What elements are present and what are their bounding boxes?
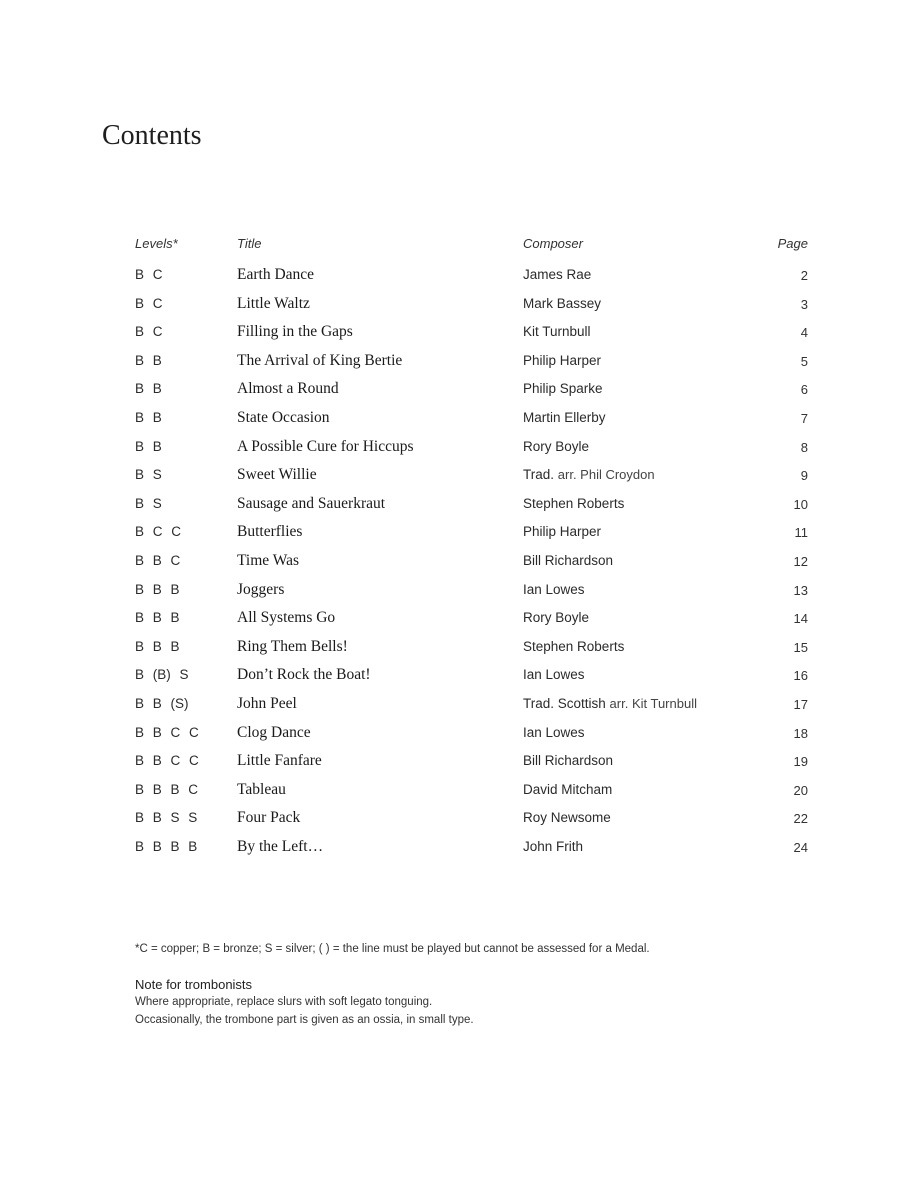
title-cell: Don’t Rock the Boat! <box>237 666 371 684</box>
levels-cell: B B B B <box>135 839 198 854</box>
page-number-cell: 8 <box>800 439 808 455</box>
levels-cell: B B <box>135 352 162 368</box>
table-row <box>0 752 898 780</box>
title-cell: John Peel <box>237 695 297 712</box>
table-row <box>0 638 898 666</box>
composer-cell <box>523 296 601 311</box>
page-number-cell: 16 <box>793 668 808 684</box>
composer-cell <box>523 353 601 368</box>
composer-name: Bill Richardson <box>523 553 614 568</box>
composer-cell <box>523 810 611 825</box>
table-row <box>0 666 898 694</box>
table-row <box>0 781 898 809</box>
title-cell: Joggers <box>237 580 285 598</box>
composer-name: James Rae <box>523 267 592 282</box>
composer-name: David Mitcham <box>523 781 613 797</box>
composer-name: John Frith <box>523 839 584 854</box>
note-line: Where appropriate, replace slurs with soft legato tonguing. <box>135 996 433 1008</box>
composer-cell <box>523 639 624 654</box>
levels-cell: B B (S) <box>135 696 189 711</box>
levels-cell: B S <box>135 495 162 511</box>
page-number-cell: 3 <box>800 296 808 312</box>
table-row <box>0 438 898 466</box>
column-header-composer: Composer <box>523 236 583 251</box>
title-cell: Little Waltz <box>237 294 310 312</box>
levels-cell: B B S S <box>135 810 198 826</box>
composer-cell <box>523 410 606 425</box>
composer-name: Ian Lowes <box>523 724 585 740</box>
levels-cell: B (B) S <box>135 667 189 683</box>
title-cell: Tableau <box>237 780 286 798</box>
page-number-cell: 18 <box>793 725 808 741</box>
composer-cell <box>523 381 603 396</box>
table-row <box>0 523 898 551</box>
arranger-name: arr. Kit Turnbull <box>609 696 697 711</box>
composer-name: Philip Harper <box>523 352 602 368</box>
levels-cell: B B <box>135 410 162 425</box>
levels-cell: B B C C <box>135 724 199 740</box>
title-cell: Butterflies <box>237 523 303 541</box>
page-number-cell: 7 <box>800 411 808 426</box>
levels-cell: B B C <box>135 553 181 568</box>
composer-cell <box>523 610 589 625</box>
composer-cell <box>523 725 585 740</box>
title-cell: A Possible Cure for Hiccups <box>237 437 414 455</box>
table-row <box>0 352 898 380</box>
page-number-cell: 10 <box>793 496 808 512</box>
levels-cell: B S <box>135 467 162 483</box>
page-number-cell: 6 <box>800 382 808 398</box>
page-number-cell: 12 <box>793 554 808 569</box>
composer-cell <box>523 582 585 597</box>
table-row <box>0 695 898 723</box>
table-row <box>0 552 898 580</box>
table-row <box>0 380 898 408</box>
page-number-cell: 17 <box>793 697 808 712</box>
page-number-cell: 22 <box>793 811 808 827</box>
composer-name: Philip Sparke <box>523 381 603 397</box>
table-row <box>0 323 898 351</box>
column-header-title: Title <box>237 236 262 251</box>
composer-cell <box>523 267 591 282</box>
page-number-cell: 13 <box>793 582 808 598</box>
levels-footnote: *C = copper; B = bronze; S = silver; ( ) = the line must be played but cannot be assessed for a Medal. <box>135 943 650 955</box>
composer-cell <box>523 553 613 568</box>
composer-name: Kit Turnbull <box>523 324 591 340</box>
levels-cell: B B B <box>135 581 180 597</box>
title-cell: State Occasion <box>237 409 330 426</box>
composer-name: Rory Boyle <box>523 610 590 626</box>
levels-cell: B B <box>135 438 162 454</box>
composer-name: Rory Boyle <box>523 438 590 454</box>
title-cell: Filling in the Gaps <box>237 323 353 341</box>
title-cell: Four Pack <box>237 809 301 827</box>
levels-cell: B C <box>135 267 163 282</box>
composer-cell <box>523 839 583 854</box>
title-cell: Sausage and Sauerkraut <box>237 494 386 512</box>
title-cell: Earth Dance <box>237 266 315 283</box>
table-row <box>0 295 898 323</box>
composer-cell <box>523 324 591 339</box>
composer-name: Stephen Roberts <box>523 638 625 654</box>
levels-cell: B C <box>135 324 163 340</box>
levels-cell: B C C <box>135 524 182 540</box>
note-line: Occasionally, the trombone part is given as an ossia, in small type. <box>135 1014 474 1026</box>
table-header-row <box>0 236 898 264</box>
levels-cell: B B B C <box>135 781 199 797</box>
composer-name: Ian Lowes <box>523 581 585 597</box>
composer-cell <box>523 667 585 682</box>
page-number-cell: 20 <box>793 782 808 798</box>
page-title: Contents <box>102 120 202 151</box>
composer-name: Martin Ellerby <box>523 410 606 425</box>
arranger-name: arr. Phil Croydon <box>557 467 655 483</box>
levels-cell: B C <box>135 295 163 311</box>
page-number-cell: 5 <box>800 353 808 369</box>
levels-cell: B B B <box>135 638 180 654</box>
table-row <box>0 266 898 294</box>
composer-name: Bill Richardson <box>523 753 614 769</box>
title-cell: Almost a Round <box>237 380 339 398</box>
table-row <box>0 809 898 837</box>
composer-name: Roy Newsome <box>523 810 611 826</box>
title-cell: Ring Them Bells! <box>237 637 348 655</box>
page-number-cell: 11 <box>794 525 808 541</box>
composer-name: Ian Lowes <box>523 667 585 683</box>
composer-cell <box>523 524 601 539</box>
table-row <box>0 581 898 609</box>
column-header-page: Page <box>777 236 808 251</box>
title-cell: The Arrival of King Bertie <box>237 351 403 369</box>
composer-cell <box>523 782 612 797</box>
title-cell: Clog Dance <box>237 723 311 741</box>
table-row <box>0 609 898 637</box>
composer-cell <box>523 467 655 482</box>
levels-cell: B B B <box>135 610 180 626</box>
table-row <box>0 409 898 437</box>
note-title: Note for trombonists <box>135 977 253 992</box>
title-cell: By the Left… <box>237 838 324 855</box>
page-number-cell: 14 <box>793 611 808 627</box>
page-number-cell: 4 <box>800 325 808 341</box>
composer-cell <box>523 439 589 454</box>
table-row <box>0 724 898 752</box>
title-cell: All Systems Go <box>237 609 336 627</box>
page-number-cell: 24 <box>793 840 808 855</box>
composer-name: Stephen Roberts <box>523 495 625 511</box>
composer-name: Mark Bassey <box>523 295 602 311</box>
levels-cell: B B <box>135 381 162 397</box>
table-row <box>0 838 898 866</box>
composer-cell <box>523 753 613 768</box>
table-row <box>0 495 898 523</box>
composer-name: Trad. Scottish <box>523 696 606 711</box>
composer-name: Philip Harper <box>523 524 602 540</box>
title-cell: Little Fanfare <box>237 752 322 770</box>
levels-cell: B B C C <box>135 753 199 769</box>
table-row <box>0 466 898 494</box>
page-number-cell: 19 <box>793 754 808 770</box>
composer-cell <box>523 696 697 711</box>
page-number-cell: 15 <box>793 639 808 655</box>
title-cell: Time Was <box>237 552 300 569</box>
page-number-cell: 9 <box>800 468 808 484</box>
composer-name: Trad. <box>523 467 555 483</box>
composer-cell <box>523 496 624 511</box>
page-number-cell: 2 <box>800 268 808 283</box>
column-header-levels: Levels* <box>135 236 178 251</box>
title-cell: Sweet Willie <box>237 466 317 484</box>
